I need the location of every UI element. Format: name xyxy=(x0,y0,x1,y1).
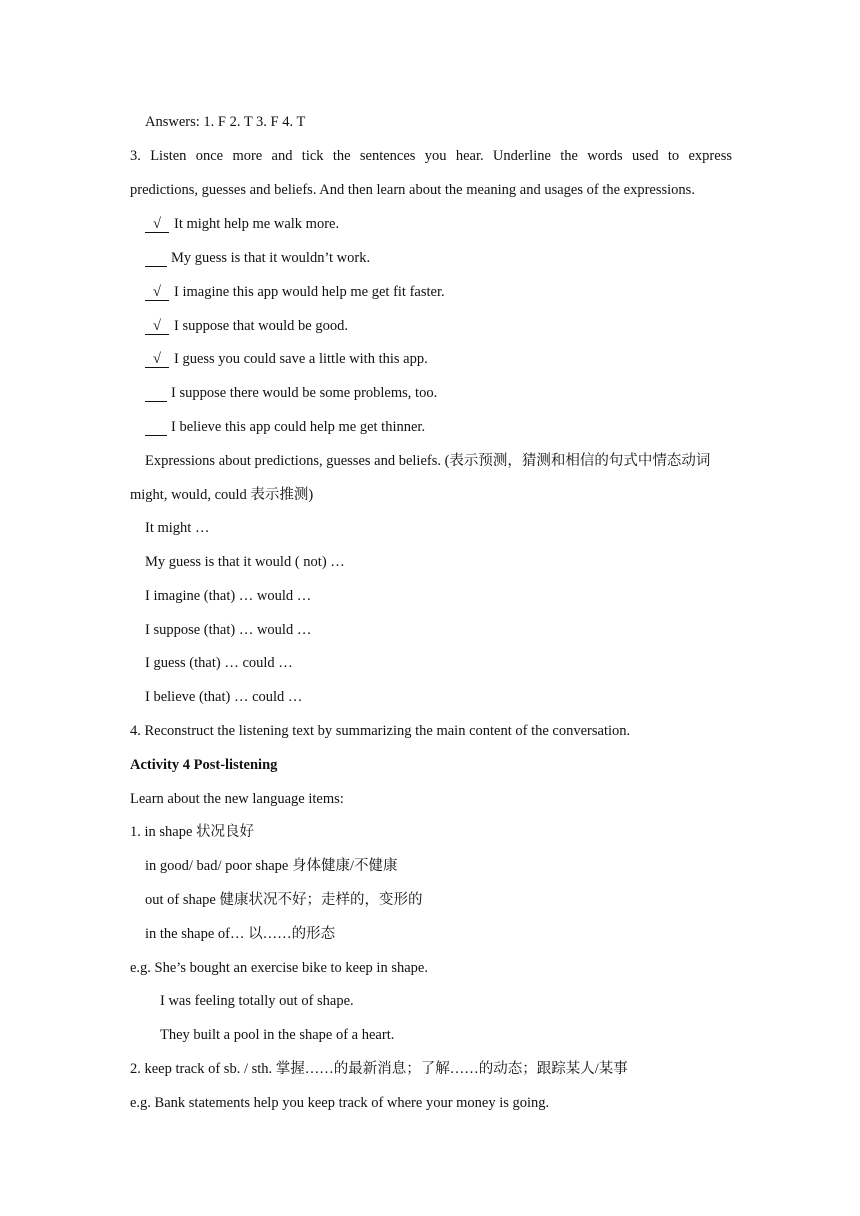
tick-blank xyxy=(145,386,167,402)
tick-blank xyxy=(145,420,167,436)
item2-title: 2. keep track of sb. / sth. 掌握……的最新消息；了解……的动态；跟踪某人/某事 xyxy=(130,1061,628,1077)
item1-example: e.g. She’s bought an exercise bike to keep in shape. xyxy=(130,960,428,976)
q3-item-3 xyxy=(145,283,445,301)
q3-item-text: It might help me walk more. xyxy=(174,216,340,232)
tick-mark: √ xyxy=(145,217,169,233)
expressions-intro-line-1: Expressions about predictions, guesses and beliefs. (表示预测，猜测和相信的句式中情态动词 xyxy=(145,453,711,469)
item1-sense: in the shape of… 以……的形态 xyxy=(145,926,336,942)
q3-item-text: I suppose there would be some problems, too. xyxy=(171,385,438,401)
q3-instruction-line-2: predictions, guesses and beliefs. And then learn about the meaning and usages of the expressions. xyxy=(130,182,695,198)
expression-pattern: I believe (that) … could … xyxy=(145,689,303,705)
item2-example: e.g. Bank statements help you keep track of where your money is going. xyxy=(130,1095,550,1111)
tick-mark: √ xyxy=(145,352,169,368)
q3-item-2 xyxy=(145,249,370,267)
q3-item-1 xyxy=(145,215,339,233)
q3-item-6 xyxy=(145,384,437,402)
q3-item-5 xyxy=(145,350,428,368)
q3-item-4 xyxy=(145,317,348,335)
item1-sense: out of shape 健康状况不好；走样的，变形的 xyxy=(145,892,423,908)
item1-title: 1. in shape 状况良好 xyxy=(130,824,255,840)
q3-item-text: I believe this app could help me get thinner. xyxy=(171,419,426,435)
answers-line: Answers: 1. F 2. T 3. F 4. T xyxy=(145,114,306,130)
expression-pattern: My guess is that it would ( not) … xyxy=(145,554,345,570)
item1-sense: in good/ bad/ poor shape 身体健康/不健康 xyxy=(145,858,398,874)
activity4-heading: Activity 4 Post-listening xyxy=(130,757,278,773)
q3-item-text: I guess you could save a little with this app. xyxy=(174,351,428,367)
q3-item-7 xyxy=(145,418,425,436)
tick-mark: √ xyxy=(145,285,169,301)
q3-item-text: My guess is that it wouldn’t work. xyxy=(171,250,371,266)
item1-example: I was feeling totally out of shape. xyxy=(160,993,354,1009)
q4-instruction: 4. Reconstruct the listening text by summarizing the main content of the conversation. xyxy=(130,723,631,739)
tick-mark: √ xyxy=(145,319,169,335)
q3-item-text: I suppose that would be good. xyxy=(174,318,348,334)
tick-blank xyxy=(145,251,167,267)
expression-pattern: It might … xyxy=(145,520,210,536)
item1-example: They built a pool in the shape of a heart. xyxy=(160,1027,395,1043)
expressions-intro-line-2: might, would, could 表示推测) xyxy=(130,487,314,503)
q3-item-text: I imagine this app would help me get fit faster. xyxy=(174,284,445,300)
expression-pattern: I imagine (that) … would … xyxy=(145,588,312,604)
activity4-intro: Learn about the new language items: xyxy=(130,791,344,807)
expression-pattern: I suppose (that) … would … xyxy=(145,622,312,638)
q3-instruction-line-1: 3. Listen once more and tick the sentences you hear. Underline the words used to express xyxy=(130,148,732,164)
expression-pattern: I guess (that) … could … xyxy=(145,655,293,671)
